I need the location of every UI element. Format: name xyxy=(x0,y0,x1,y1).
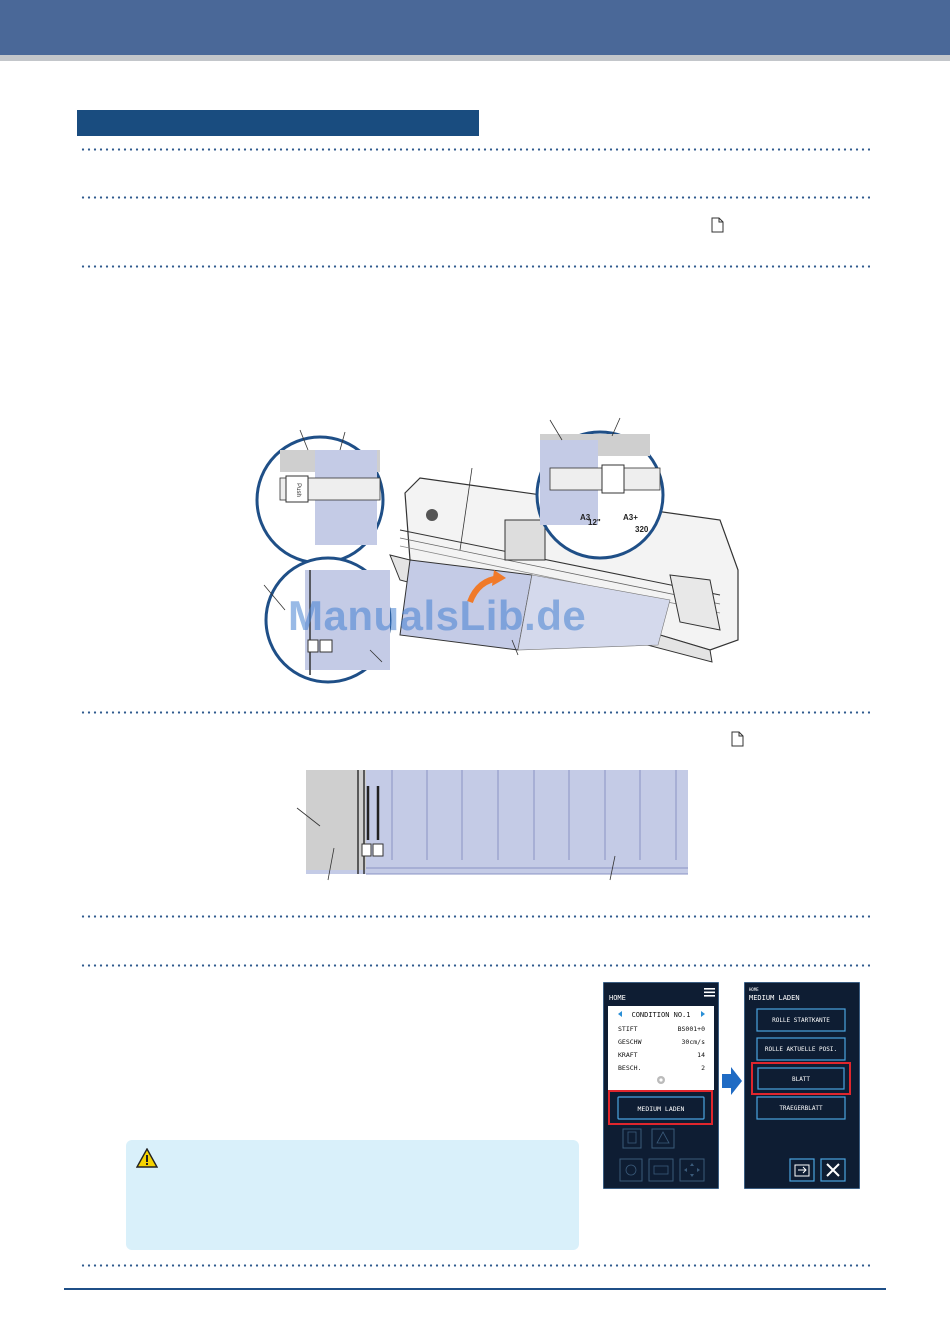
dotted-divider xyxy=(80,964,870,967)
button-label: ROLLE STARTKANTE xyxy=(772,1017,830,1024)
dotted-divider xyxy=(80,265,870,268)
warning-icon xyxy=(136,1148,158,1168)
header-rule xyxy=(0,55,950,61)
menu-icon[interactable] xyxy=(704,988,715,997)
close-icon[interactable] xyxy=(821,1159,845,1181)
next-step-arrow-icon xyxy=(722,1067,742,1095)
caution-box xyxy=(126,1140,579,1250)
page-reference-icon[interactable] xyxy=(731,731,744,747)
condition-label: CONDITION NO.1 xyxy=(631,1011,691,1019)
dotted-divider xyxy=(80,148,870,151)
page-reference-icon[interactable] xyxy=(711,217,724,233)
screen-title: MEDIUM LADEN xyxy=(749,994,800,1002)
scale-label: A3+ xyxy=(623,513,638,522)
row-value: BS001+0 xyxy=(677,1025,705,1033)
row-label: STIFT xyxy=(618,1025,638,1033)
medium-laden-label: MEDIUM LADEN xyxy=(637,1105,685,1113)
screen-title: HOME xyxy=(609,994,626,1002)
row-label: BESCH. xyxy=(618,1064,642,1072)
row-value: 30cm/s xyxy=(681,1038,705,1046)
scale-label: 12" xyxy=(588,518,601,527)
dotted-divider xyxy=(80,711,870,714)
dotted-divider xyxy=(80,196,870,199)
row-value: 14 xyxy=(697,1051,705,1059)
scale-label: 320 xyxy=(635,525,649,534)
scale-label: A3 xyxy=(580,513,591,522)
row-value: 2 xyxy=(701,1064,705,1072)
row-label: GESCHW xyxy=(618,1038,642,1046)
footer-rule xyxy=(64,1288,886,1290)
load-media-icon[interactable] xyxy=(790,1159,814,1181)
watermark: ManualsLib.de xyxy=(288,592,587,639)
alignment-detail-illustration xyxy=(292,768,692,883)
button-label: BLATT xyxy=(791,1076,811,1083)
button-label: ROLLE AKTUELLE POSI. xyxy=(764,1046,838,1053)
home-screen xyxy=(603,982,719,1189)
button-label: TRAEGERBLATT xyxy=(779,1105,823,1112)
section-heading-bar xyxy=(77,110,479,136)
dotted-divider xyxy=(80,915,870,918)
header-bar xyxy=(0,0,950,55)
dotted-divider xyxy=(80,1264,870,1267)
row-label: KRAFT xyxy=(618,1051,638,1059)
roller-label: Push xyxy=(295,483,301,497)
plotter-illustration xyxy=(250,410,750,695)
breadcrumb: HOME xyxy=(749,987,759,992)
medium-laden-screen xyxy=(744,982,860,1189)
